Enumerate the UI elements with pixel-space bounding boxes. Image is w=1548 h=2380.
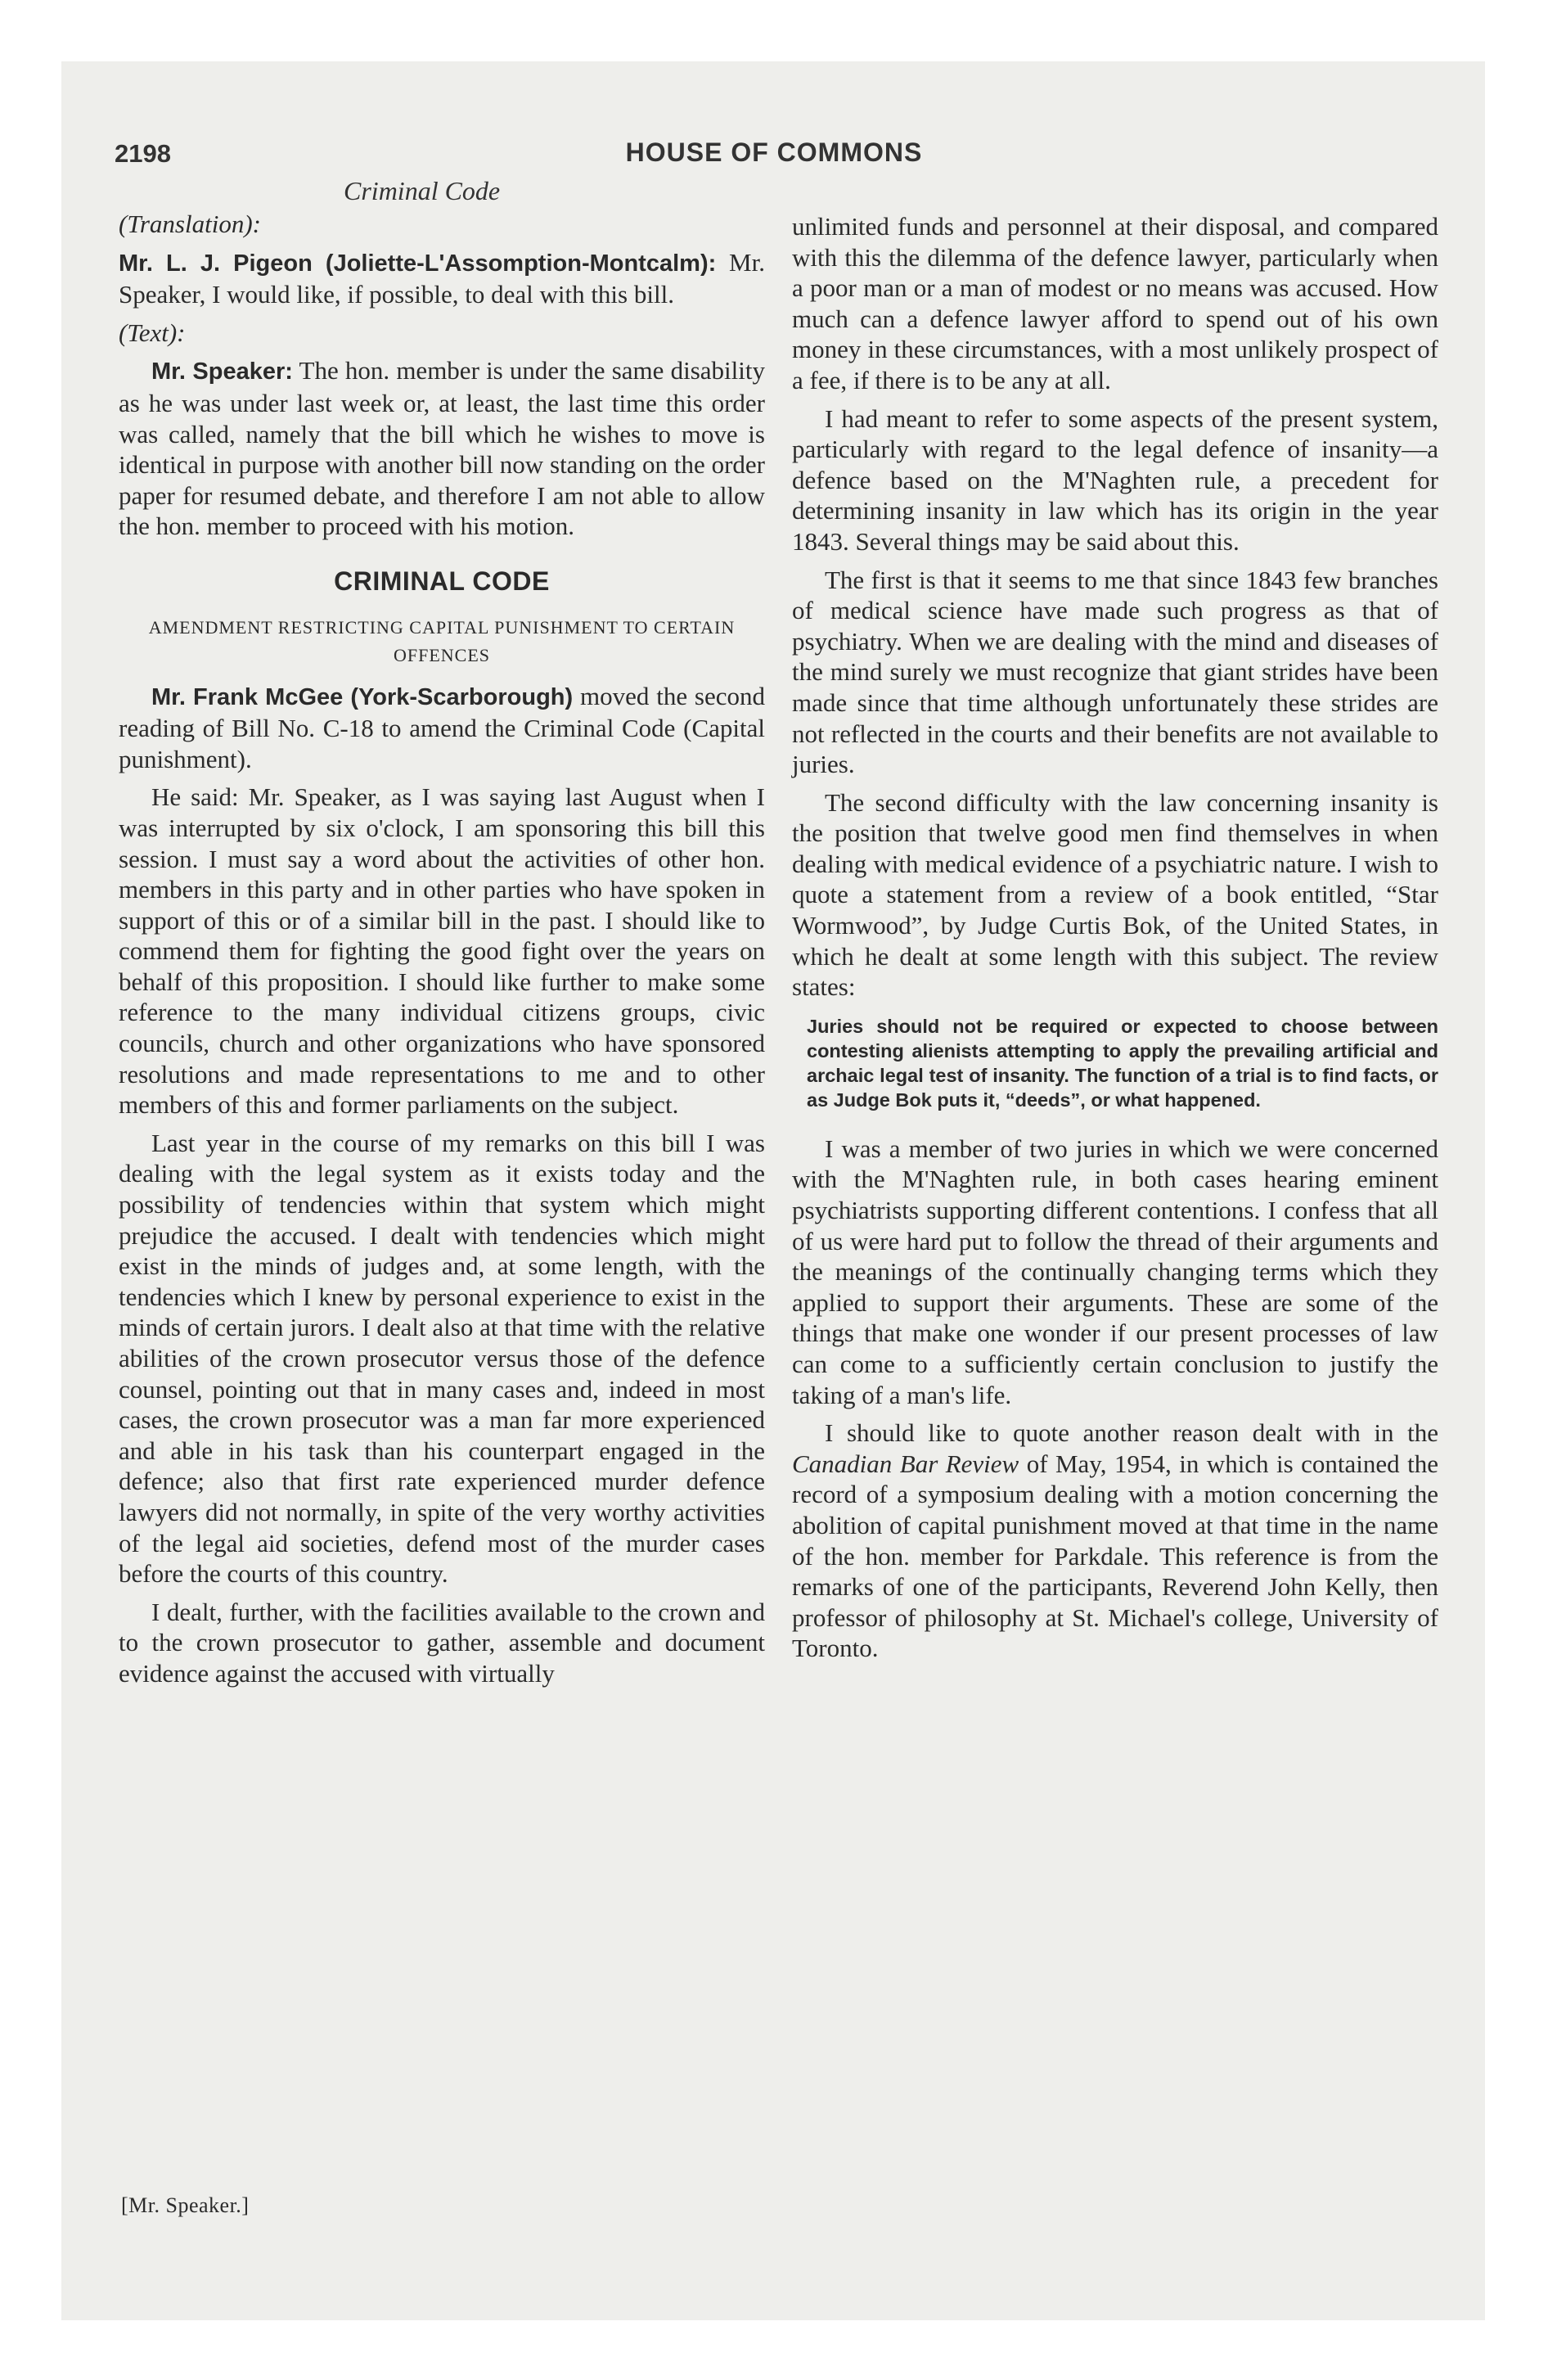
publication-title: Canadian Bar Review [792,1449,1019,1478]
speaker-mcgee: Mr. Frank McGee (York-Scarborough) [151,683,574,710]
translation-label: (Translation): [119,210,261,238]
paragraph: The first is that it seems to me that since 1843 few branches of medical science have made such progress as that of psychiatry. When we are dealing with the mind and diseases of the mind surely we must recognize that giant strides have been made since that time although unfortunately these strides are not reflected in the courts and their benefits are not available to juries. [792,565,1438,779]
paragraph: I dealt, further, with the facilities available to the crown and to the crown prosecutor to gather, assemble and document evidence against the accused with virtually [119,1597,765,1688]
paragraph: He said: Mr. Speaker, as I was saying last August when I was interrupted by six o'clock, I am sponsoring this bill this session. I must say a word about the activities of other hon. members in this party and in other parties who have spoken in support of this or of a similar bill in the past. I should like to commend them for fighting the good fight over the years on behalf of this proposition. I should like further to make some reference to the many individual citizens groups, civic councils, church and other organizations who have sponsored resolutions and made representations to me and to other members of this and former parliaments on the subject. [119,782,765,1120]
left-column [119,209,765,1697]
paragraph: Last year in the course of my remarks on this bill I was dealing with the legal system as it exists today and the possibility of tendencies within that system which might prejudice the accused. I dealt with tendencies which might exist in the minds of judges and, at some length, with the tendencies which I knew by personal experience to exist in the minds of certain jurors. I dealt also at that time with the relative abilities of the crown prosecutor versus those of the defence counsel, pointing out that in many cases and, indeed in most cases, the crown prosecutor was a man far more experienced and able in his task than his counterpart engaged in the defence; also that first rate experienced murder defence lawyers did not normally, in spite of the very worthy activities of the legal aid societies, defend most of the murder cases before the courts of this country. [119,1128,765,1589]
section-subtitle: AMENDMENT RESTRICTING CAPITAL PUNISHMENT TO CERTAIN OFFENCES [148,616,736,665]
page-number: 2198 [115,139,171,168]
right-column [792,211,1438,1671]
footer-speaker-note: [Mr. Speaker.] [121,2193,250,2217]
paragraph-mcgee-motion: Mr. Frank McGee (York-Scarborough) moved the second reading of Bill No. C-18 to amend the Criminal Code (Capital punishment). [119,681,765,773]
speaker-pigeon: Mr. L. J. Pigeon (Joliette-L'Assomption-Montcalm): [119,250,717,277]
paragraph: I was a member of two juries in which we were concerned with the M'Naghten rule, in both cases hearing eminent psychiatrists supporting different contentions. I confess that all of us were hard put to follow the thread of their arguments and the meanings of the continually changing terms which they applied to support their arguments. These are some of the things that make one wonder if our present processes of law can come to a sufficiently certain conclusion to justify the taking of a man's life. [792,1134,1438,1409]
paragraph-pigeon: Mr. L. J. Pigeon (Joliette-L'Assomption-Montcalm): Mr. Speaker, I would like, if possible, to deal with this bill. [119,247,765,309]
paragraph: I had meant to refer to some aspects of the present system, particularly with regard to the legal defence of insanity—a defence based on the M'Naghten rule, a precedent for determining insanity in law which has its origin in the year 1843. Several things may be said about this. [792,403,1438,556]
block-quote: Juries should not be required or expected to choose between contesting alienists attempting to apply the prevailing artificial and archaic legal test of insanity. The function of a trial is to find facts, or as Judge Bok puts it, “deeds”, or what happened. [807,1015,1438,1111]
paragraph-continued: unlimited funds and personnel at their disposal, and compared with this the dilemma of the defence lawyer, particularly when a poor man or a man of modest or no means was accused. How much can a defence lawyer afford to spend out of his own money in these circumstances, with a most unlikely prospect of a fee, if there is to be any at all. [792,212,1438,394]
paragraph: The second difficulty with the law concerning insanity is the position that twelve good men find themselves in when dealing with medical evidence of a psychiatric nature. I wish to quote a statement from a review of a book entitled, “Star Wormwood”, by Judge Curtis Bok, of the United States, in which he dealt at some length with this subject. The review states: [792,787,1438,1002]
paragraph-speaker-ruling: Mr. Speaker: The hon. member is under the same disability as he was under last week or, at least, the last time this order was called, namely that the bill which he wishes to move is identical in purpose with another bill now standing on the order paper for resumed debate, and therefore I am not able to allow the hon. member to proceed with his motion. [119,356,765,541]
subject-heading: Criminal Code [344,176,501,205]
section-title: CRIMINAL CODE [334,566,550,596]
speaker-chair: Mr. Speaker: [151,358,293,385]
paragraph: I should like to quote another reason dealt with in the Canadian Bar Review of May, 1954, in which is contained the record of a symposium dealing with a motion concerning the abolition of capital punishment moved at that time in the name of the hon. member for Parkdale. This reference is from the remarks of one of the participants, Reverend John Kelly, then professor of philosophy at St. Michael's college, University of Toronto. [792,1418,1439,1663]
running-title: HOUSE OF COMMONS [625,137,923,167]
text-label: (Text): [119,318,186,347]
